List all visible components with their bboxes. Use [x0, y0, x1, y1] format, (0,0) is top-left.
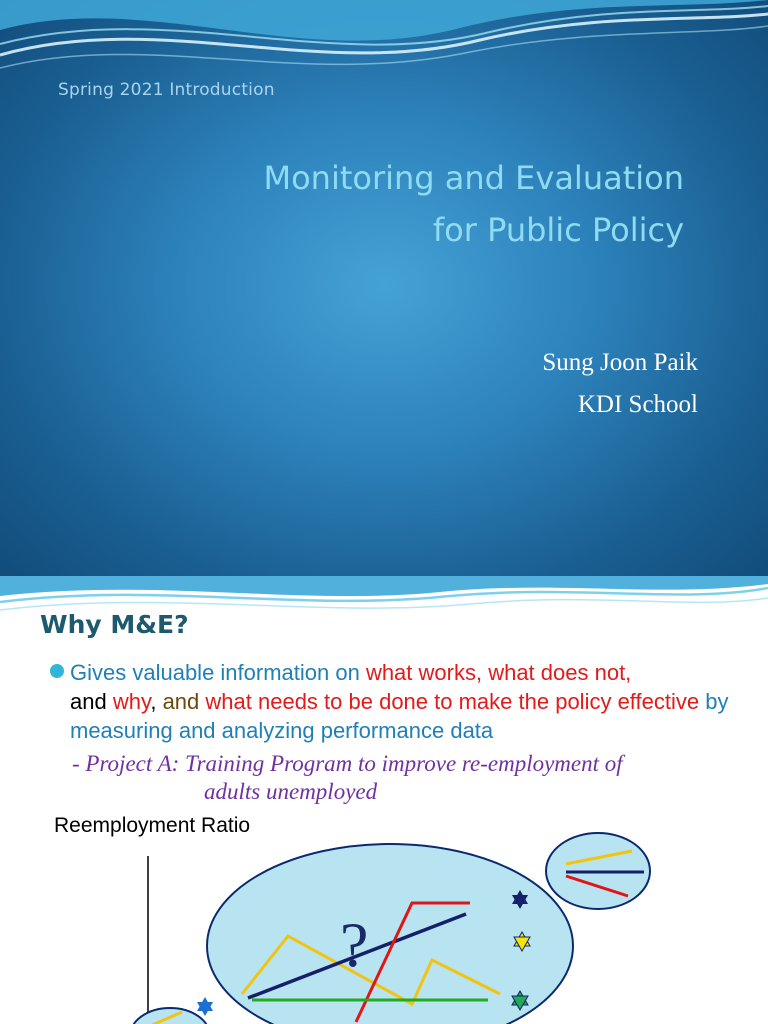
- question-mark: ?: [340, 909, 369, 980]
- author-block: [542, 342, 698, 426]
- project-line-2: adults unemployed: [204, 779, 378, 804]
- presentation-title: [263, 152, 684, 256]
- author-name: Sung Joon Paik: [542, 349, 698, 376]
- text-why: why: [112, 689, 151, 714]
- text-and-2: and: [162, 689, 200, 714]
- star-of-david-icon: [197, 997, 213, 1016]
- text-by-measuring: by measuring and analyzing performance data: [70, 689, 729, 743]
- chart-label: Reemployment Ratio: [54, 814, 251, 837]
- text-what-works: what works, what does not,: [365, 660, 632, 685]
- title-line-1: Monitoring and Evaluation: [263, 159, 684, 197]
- text-and: and: [70, 689, 113, 714]
- text-what-needs: what needs to be done to make the policy effective: [205, 689, 700, 714]
- course-subtitle: Spring 2021 Introduction: [58, 80, 275, 100]
- author-institution: KDI School: [577, 391, 698, 418]
- title-line-2: for Public Policy: [432, 211, 684, 249]
- project-line-1: - Project A: Training Program to improve re-employment of: [72, 751, 623, 776]
- slide-heading: Why M&E?: [40, 610, 189, 639]
- text-comma: ,: [150, 689, 163, 714]
- text-gives-info: Gives valuable information on: [70, 660, 366, 685]
